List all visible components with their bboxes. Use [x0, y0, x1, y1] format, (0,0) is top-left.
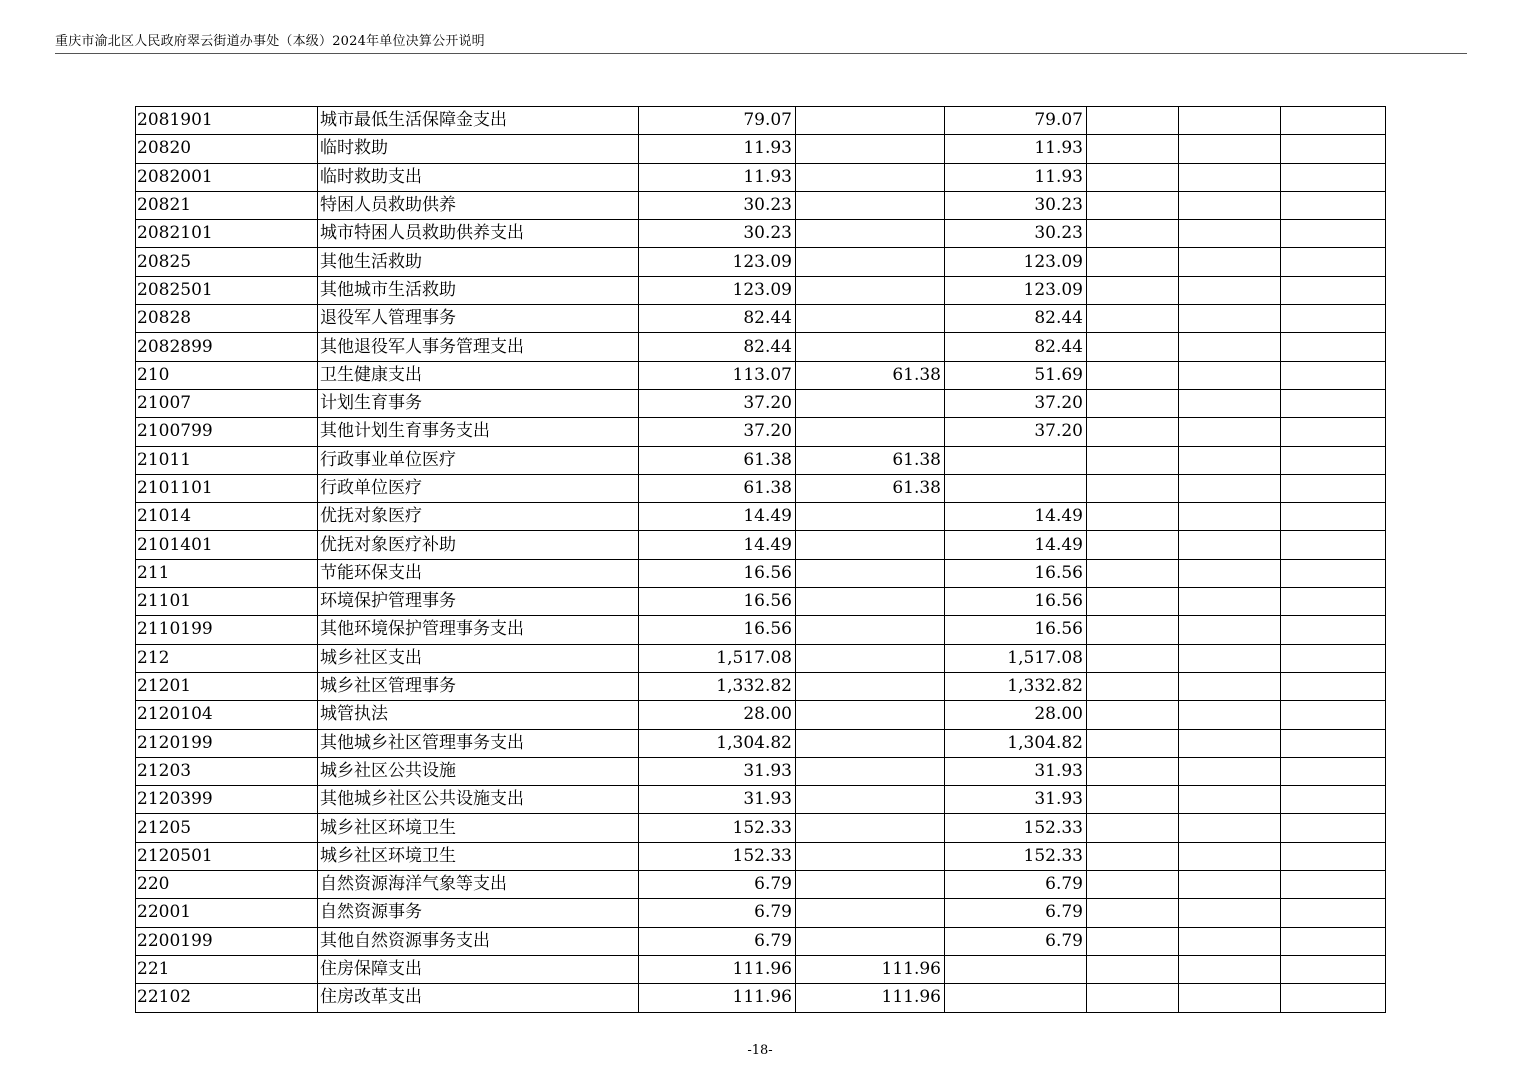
cell-basic-expenditure: [796, 503, 945, 531]
table-row: [136, 672, 1386, 700]
table-row: [136, 871, 1386, 899]
cell-column-7: [1179, 361, 1281, 389]
table-row: [136, 248, 1386, 276]
cell-project-expenditure: 28.00: [945, 701, 1087, 729]
cell-column-7: [1179, 220, 1281, 248]
table-row: [136, 842, 1386, 870]
cell-basic-expenditure: 111.96: [796, 955, 945, 983]
cell-function-name: 城市最低生活保障金支出: [318, 107, 639, 135]
cell-column-8: [1281, 333, 1386, 361]
cell-column-8: [1281, 107, 1386, 135]
cell-basic-expenditure: [796, 729, 945, 757]
cell-column-8: [1281, 984, 1386, 1012]
cell-total: 111.96: [639, 984, 796, 1012]
cell-column-6: [1087, 276, 1179, 304]
cell-column-7: [1179, 191, 1281, 219]
table-row: [136, 135, 1386, 163]
cell-project-expenditure: 14.49: [945, 531, 1087, 559]
cell-column-8: [1281, 616, 1386, 644]
cell-total: 123.09: [639, 276, 796, 304]
cell-column-6: [1087, 644, 1179, 672]
cell-column-6: [1087, 446, 1179, 474]
cell-project-expenditure: [945, 474, 1087, 502]
cell-basic-expenditure: [796, 248, 945, 276]
cell-column-7: [1179, 616, 1281, 644]
cell-basic-expenditure: [796, 305, 945, 333]
cell-column-6: [1087, 871, 1179, 899]
cell-function-name: 城管执法: [318, 701, 639, 729]
cell-function-name: 卫生健康支出: [318, 361, 639, 389]
cell-function-code: 2120199: [136, 729, 318, 757]
cell-function-code: 2100799: [136, 418, 318, 446]
cell-column-6: [1087, 955, 1179, 983]
cell-column-6: [1087, 814, 1179, 842]
table-row: [136, 531, 1386, 559]
budget-table: [135, 106, 1386, 1013]
table-row: [136, 305, 1386, 333]
cell-function-code: 21011: [136, 446, 318, 474]
cell-function-code: 2120501: [136, 842, 318, 870]
cell-column-8: [1281, 474, 1386, 502]
cell-column-8: [1281, 248, 1386, 276]
cell-column-7: [1179, 842, 1281, 870]
table-row: [136, 107, 1386, 135]
cell-basic-expenditure: 111.96: [796, 984, 945, 1012]
cell-column-7: [1179, 786, 1281, 814]
cell-column-8: [1281, 191, 1386, 219]
cell-column-7: [1179, 531, 1281, 559]
cell-column-7: [1179, 899, 1281, 927]
cell-column-8: [1281, 927, 1386, 955]
cell-project-expenditure: [945, 446, 1087, 474]
table-row: [136, 474, 1386, 502]
cell-basic-expenditure: [796, 701, 945, 729]
cell-project-expenditure: 31.93: [945, 757, 1087, 785]
cell-column-7: [1179, 955, 1281, 983]
cell-project-expenditure: [945, 984, 1087, 1012]
cell-column-8: [1281, 672, 1386, 700]
cell-column-8: [1281, 361, 1386, 389]
cell-function-name: 行政单位医疗: [318, 474, 639, 502]
cell-basic-expenditure: [796, 531, 945, 559]
cell-function-name: 其他城乡社区管理事务支出: [318, 729, 639, 757]
cell-column-7: [1179, 163, 1281, 191]
cell-project-expenditure: 31.93: [945, 786, 1087, 814]
cell-basic-expenditure: [796, 418, 945, 446]
cell-column-6: [1087, 927, 1179, 955]
cell-function-name: 优抚对象医疗补助: [318, 531, 639, 559]
cell-column-6: [1087, 899, 1179, 927]
table-row: [136, 701, 1386, 729]
cell-basic-expenditure: [796, 672, 945, 700]
cell-column-8: [1281, 701, 1386, 729]
cell-column-7: [1179, 672, 1281, 700]
cell-total: 28.00: [639, 701, 796, 729]
cell-total: 82.44: [639, 305, 796, 333]
cell-basic-expenditure: [796, 276, 945, 304]
cell-column-8: [1281, 757, 1386, 785]
cell-basic-expenditure: [796, 871, 945, 899]
table-row: [136, 559, 1386, 587]
cell-basic-expenditure: [796, 559, 945, 587]
cell-project-expenditure: 6.79: [945, 871, 1087, 899]
cell-column-7: [1179, 927, 1281, 955]
cell-total: 79.07: [639, 107, 796, 135]
cell-total: 6.79: [639, 899, 796, 927]
cell-function-name: 住房保障支出: [318, 955, 639, 983]
cell-function-code: 21201: [136, 672, 318, 700]
table-row: [136, 729, 1386, 757]
cell-project-expenditure: 82.44: [945, 333, 1087, 361]
table-row: [136, 927, 1386, 955]
cell-function-name: 特困人员救助供养: [318, 191, 639, 219]
cell-total: 30.23: [639, 191, 796, 219]
cell-column-7: [1179, 729, 1281, 757]
cell-project-expenditure: 11.93: [945, 163, 1087, 191]
cell-column-6: [1087, 701, 1179, 729]
cell-basic-expenditure: 61.38: [796, 474, 945, 502]
cell-column-7: [1179, 871, 1281, 899]
cell-project-expenditure: 14.49: [945, 503, 1087, 531]
cell-column-6: [1087, 616, 1179, 644]
cell-function-code: 2101401: [136, 531, 318, 559]
budget-table-body: [136, 107, 1386, 1013]
cell-column-8: [1281, 276, 1386, 304]
table-row: [136, 984, 1386, 1012]
cell-basic-expenditure: [796, 757, 945, 785]
cell-function-name: 行政事业单位医疗: [318, 446, 639, 474]
cell-function-code: 211: [136, 559, 318, 587]
cell-column-8: [1281, 899, 1386, 927]
cell-function-code: 2082899: [136, 333, 318, 361]
cell-total: 14.49: [639, 503, 796, 531]
cell-function-name: 自然资源海洋气象等支出: [318, 871, 639, 899]
cell-function-code: 2082001: [136, 163, 318, 191]
cell-project-expenditure: 1,517.08: [945, 644, 1087, 672]
cell-function-name: 城乡社区环境卫生: [318, 814, 639, 842]
cell-function-code: 21205: [136, 814, 318, 842]
cell-function-name: 其他计划生育事务支出: [318, 418, 639, 446]
cell-column-7: [1179, 107, 1281, 135]
cell-project-expenditure: 11.93: [945, 135, 1087, 163]
table-row: [136, 163, 1386, 191]
cell-total: 152.33: [639, 842, 796, 870]
cell-project-expenditure: 152.33: [945, 842, 1087, 870]
cell-total: 37.20: [639, 389, 796, 417]
cell-project-expenditure: [945, 955, 1087, 983]
cell-function-name: 优抚对象医疗: [318, 503, 639, 531]
table-row: [136, 814, 1386, 842]
cell-function-name: 城市特困人员救助供养支出: [318, 220, 639, 248]
cell-column-7: [1179, 248, 1281, 276]
cell-project-expenditure: 152.33: [945, 814, 1087, 842]
cell-function-code: 2120399: [136, 786, 318, 814]
cell-function-name: 其他生活救助: [318, 248, 639, 276]
cell-column-6: [1087, 191, 1179, 219]
cell-column-6: [1087, 163, 1179, 191]
cell-total: 1,332.82: [639, 672, 796, 700]
cell-column-8: [1281, 220, 1386, 248]
cell-column-7: [1179, 814, 1281, 842]
cell-function-code: 220: [136, 871, 318, 899]
table-row: [136, 503, 1386, 531]
cell-function-name: 退役军人管理事务: [318, 305, 639, 333]
cell-column-8: [1281, 729, 1386, 757]
cell-total: 61.38: [639, 446, 796, 474]
cell-project-expenditure: 1,332.82: [945, 672, 1087, 700]
cell-basic-expenditure: [796, 899, 945, 927]
cell-total: 111.96: [639, 955, 796, 983]
cell-column-7: [1179, 474, 1281, 502]
cell-project-expenditure: 79.07: [945, 107, 1087, 135]
cell-project-expenditure: 6.79: [945, 927, 1087, 955]
cell-total: 123.09: [639, 248, 796, 276]
cell-total: 30.23: [639, 220, 796, 248]
cell-column-6: [1087, 531, 1179, 559]
cell-function-code: 21101: [136, 588, 318, 616]
cell-basic-expenditure: [796, 786, 945, 814]
cell-basic-expenditure: [796, 588, 945, 616]
cell-project-expenditure: 51.69: [945, 361, 1087, 389]
cell-function-name: 临时救助: [318, 135, 639, 163]
cell-function-name: 其他环境保护管理事务支出: [318, 616, 639, 644]
table-row: [136, 361, 1386, 389]
cell-column-8: [1281, 955, 1386, 983]
cell-function-code: 221: [136, 955, 318, 983]
cell-column-7: [1179, 503, 1281, 531]
cell-column-8: [1281, 559, 1386, 587]
cell-column-7: [1179, 276, 1281, 304]
cell-project-expenditure: 30.23: [945, 220, 1087, 248]
table-row: [136, 616, 1386, 644]
cell-function-name: 住房改革支出: [318, 984, 639, 1012]
table-row: [136, 955, 1386, 983]
table-row: [136, 757, 1386, 785]
cell-function-code: 21007: [136, 389, 318, 417]
cell-column-6: [1087, 757, 1179, 785]
cell-column-8: [1281, 786, 1386, 814]
cell-column-7: [1179, 701, 1281, 729]
cell-column-7: [1179, 588, 1281, 616]
cell-column-8: [1281, 531, 1386, 559]
cell-column-6: [1087, 503, 1179, 531]
table-row: [136, 276, 1386, 304]
cell-column-7: [1179, 418, 1281, 446]
cell-function-code: 21203: [136, 757, 318, 785]
cell-basic-expenditure: [796, 220, 945, 248]
cell-function-code: 20825: [136, 248, 318, 276]
cell-column-8: [1281, 446, 1386, 474]
cell-total: 82.44: [639, 333, 796, 361]
cell-column-8: [1281, 842, 1386, 870]
cell-column-8: [1281, 871, 1386, 899]
cell-column-6: [1087, 786, 1179, 814]
cell-basic-expenditure: [796, 191, 945, 219]
cell-total: 6.79: [639, 927, 796, 955]
cell-function-code: 2110199: [136, 616, 318, 644]
cell-function-name: 城乡社区环境卫生: [318, 842, 639, 870]
cell-basic-expenditure: [796, 389, 945, 417]
cell-function-code: 2101101: [136, 474, 318, 502]
cell-column-8: [1281, 135, 1386, 163]
cell-total: 113.07: [639, 361, 796, 389]
cell-project-expenditure: 6.79: [945, 899, 1087, 927]
cell-project-expenditure: 16.56: [945, 616, 1087, 644]
cell-basic-expenditure: [796, 616, 945, 644]
cell-function-name: 城乡社区支出: [318, 644, 639, 672]
cell-function-code: 2081901: [136, 107, 318, 135]
cell-function-code: 20828: [136, 305, 318, 333]
table-row: [136, 389, 1386, 417]
cell-function-name: 其他城市生活救助: [318, 276, 639, 304]
cell-total: 16.56: [639, 559, 796, 587]
cell-project-expenditure: 30.23: [945, 191, 1087, 219]
page-number: -18-: [747, 1043, 773, 1058]
cell-column-6: [1087, 842, 1179, 870]
cell-total: 1,517.08: [639, 644, 796, 672]
cell-total: 14.49: [639, 531, 796, 559]
cell-column-6: [1087, 248, 1179, 276]
cell-total: 61.38: [639, 474, 796, 502]
cell-function-name: 城乡社区公共设施: [318, 757, 639, 785]
cell-project-expenditure: 1,304.82: [945, 729, 1087, 757]
table-row: [136, 446, 1386, 474]
cell-basic-expenditure: [796, 814, 945, 842]
cell-total: 152.33: [639, 814, 796, 842]
document-header-title: 重庆市渝北区人民政府翠云街道办事处（本级）2024年单位决算公开说明: [55, 34, 485, 49]
cell-column-7: [1179, 305, 1281, 333]
cell-function-name: 其他城乡社区公共设施支出: [318, 786, 639, 814]
table-row: [136, 191, 1386, 219]
cell-function-name: 节能环保支出: [318, 559, 639, 587]
cell-function-code: 22001: [136, 899, 318, 927]
table-row: [136, 899, 1386, 927]
cell-total: 37.20: [639, 418, 796, 446]
cell-column-6: [1087, 107, 1179, 135]
table-row: [136, 333, 1386, 361]
cell-project-expenditure: 82.44: [945, 305, 1087, 333]
cell-column-8: [1281, 814, 1386, 842]
cell-column-7: [1179, 446, 1281, 474]
cell-column-8: [1281, 503, 1386, 531]
cell-function-code: 210: [136, 361, 318, 389]
cell-function-name: 城乡社区管理事务: [318, 672, 639, 700]
cell-project-expenditure: 16.56: [945, 559, 1087, 587]
cell-function-name: 其他退役军人事务管理支出: [318, 333, 639, 361]
cell-basic-expenditure: [796, 107, 945, 135]
cell-column-6: [1087, 220, 1179, 248]
cell-column-8: [1281, 588, 1386, 616]
cell-total: 1,304.82: [639, 729, 796, 757]
cell-column-6: [1087, 333, 1179, 361]
cell-column-8: [1281, 644, 1386, 672]
cell-column-8: [1281, 163, 1386, 191]
cell-basic-expenditure: [796, 644, 945, 672]
cell-basic-expenditure: [796, 163, 945, 191]
cell-function-code: 2200199: [136, 927, 318, 955]
table-row: [136, 644, 1386, 672]
cell-function-code: 21014: [136, 503, 318, 531]
cell-function-name: 计划生育事务: [318, 389, 639, 417]
cell-function-code: 2120104: [136, 701, 318, 729]
cell-basic-expenditure: [796, 135, 945, 163]
cell-total: 6.79: [639, 871, 796, 899]
cell-basic-expenditure: [796, 927, 945, 955]
cell-column-6: [1087, 984, 1179, 1012]
cell-column-6: [1087, 135, 1179, 163]
cell-function-name: 其他自然资源事务支出: [318, 927, 639, 955]
cell-function-code: 20820: [136, 135, 318, 163]
cell-column-7: [1179, 984, 1281, 1012]
cell-project-expenditure: 37.20: [945, 389, 1087, 417]
table-row: [136, 786, 1386, 814]
cell-function-code: 212: [136, 644, 318, 672]
cell-basic-expenditure: [796, 842, 945, 870]
cell-total: 11.93: [639, 163, 796, 191]
cell-column-8: [1281, 305, 1386, 333]
cell-column-6: [1087, 389, 1179, 417]
cell-column-6: [1087, 559, 1179, 587]
table-row: [136, 418, 1386, 446]
cell-basic-expenditure: 61.38: [796, 446, 945, 474]
cell-function-name: 临时救助支出: [318, 163, 639, 191]
cell-project-expenditure: 37.20: [945, 418, 1087, 446]
table-row: [136, 220, 1386, 248]
cell-basic-expenditure: [796, 333, 945, 361]
cell-column-7: [1179, 389, 1281, 417]
cell-column-8: [1281, 389, 1386, 417]
cell-column-6: [1087, 672, 1179, 700]
table-row: [136, 588, 1386, 616]
cell-column-6: [1087, 418, 1179, 446]
cell-project-expenditure: 123.09: [945, 248, 1087, 276]
cell-column-6: [1087, 474, 1179, 502]
cell-column-6: [1087, 305, 1179, 333]
cell-function-name: 环境保护管理事务: [318, 588, 639, 616]
cell-column-6: [1087, 729, 1179, 757]
cell-column-7: [1179, 559, 1281, 587]
cell-column-6: [1087, 588, 1179, 616]
cell-project-expenditure: 123.09: [945, 276, 1087, 304]
cell-column-6: [1087, 361, 1179, 389]
cell-column-7: [1179, 644, 1281, 672]
cell-column-7: [1179, 757, 1281, 785]
cell-function-code: 22102: [136, 984, 318, 1012]
cell-function-code: 20821: [136, 191, 318, 219]
cell-total: 31.93: [639, 786, 796, 814]
cell-function-code: 2082501: [136, 276, 318, 304]
cell-basic-expenditure: 61.38: [796, 361, 945, 389]
cell-total: 11.93: [639, 135, 796, 163]
cell-function-name: 自然资源事务: [318, 899, 639, 927]
cell-column-8: [1281, 418, 1386, 446]
cell-column-7: [1179, 333, 1281, 361]
cell-total: 16.56: [639, 588, 796, 616]
cell-project-expenditure: 16.56: [945, 588, 1087, 616]
cell-function-code: 2082101: [136, 220, 318, 248]
cell-total: 16.56: [639, 616, 796, 644]
cell-total: 31.93: [639, 757, 796, 785]
header-divider: [55, 53, 1467, 54]
cell-column-7: [1179, 135, 1281, 163]
